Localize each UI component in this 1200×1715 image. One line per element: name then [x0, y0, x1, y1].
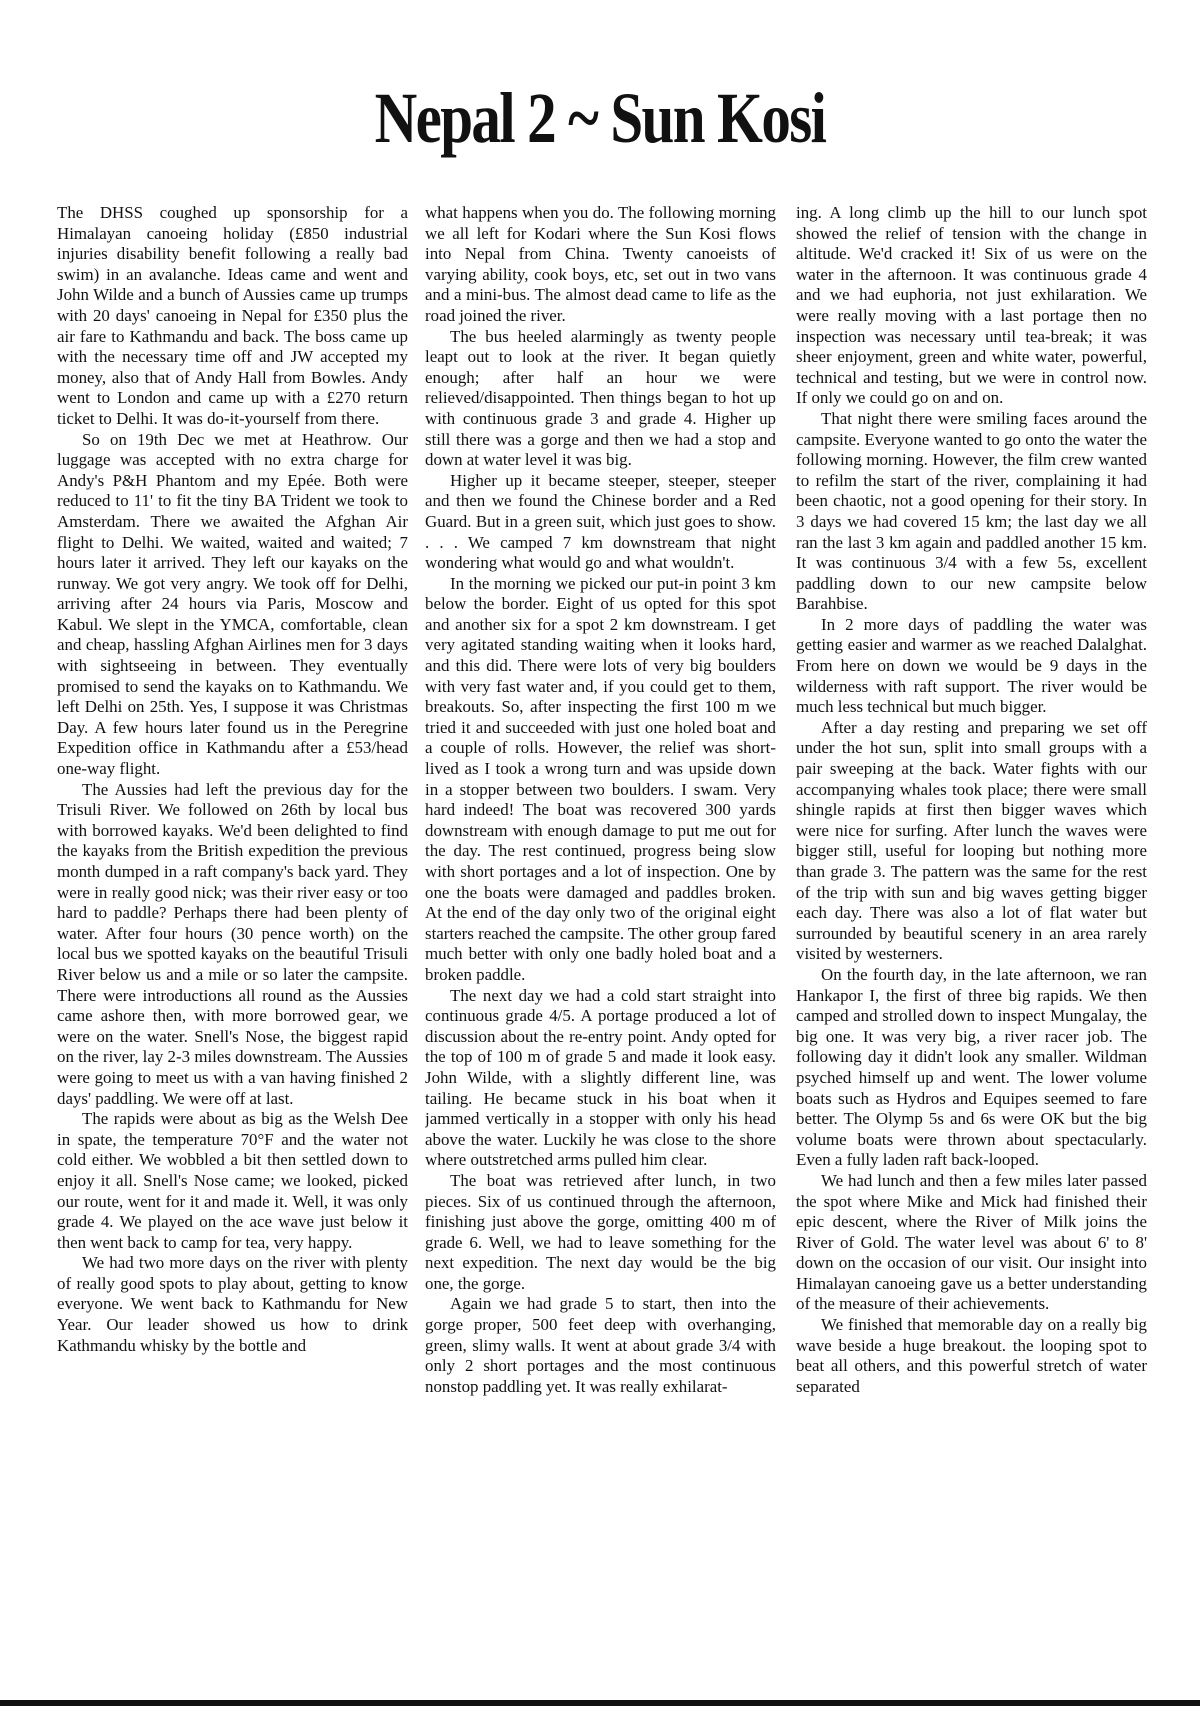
paragraph: The boat was retrieved after lunch, in two pieces. Six of us continued through the afternoon, finishing just above the gorge, omitting 400 m of grade 6. Well, we had to leave something for the next expedition. The next day would be the big one, the gorge. — [425, 1170, 776, 1293]
paragraph: We had two more days on the river with plenty of really good spots to play about, getting to know everyone. We went back to Kathmandu for New Year. Our leader showed us how to drink Kathmandu whisky by the bottle and — [57, 1253, 408, 1355]
paragraph: The next day we had a cold start straight into continuous grade 4/5. A portage produced a lot of discussion about the re-entry point. Andy opted for the top of 100 m of grade 5 and made it look easy. John Wilde, with a slightly different line, was tailing. He became stuck in his boat when it jammed vertically in a stopper with only his head above the water. Luckily he was close to the shore where outstretched arms pulled him clear. — [425, 985, 776, 1170]
paragraph: The DHSS coughed up sponsorship for a Himalayan canoeing holiday (£850 industrial injuries disability benefit following a really bad swim) in an avalanche. Ideas came and went and John Wilde and a bunch of Aussies came up trumps with 20 days' canoeing in Nepal for £350 plus the air fare to Kathmandu and back. The boss came up with the necessary time off and JW accepted my money, also that of Andy Hall from Bowles. Andy went to London and came up with a £270 return ticket to Delhi. It was do-it-yourself from there. — [57, 203, 408, 428]
paragraph: Higher up it became steeper, steeper, steeper and then we found the Chinese border and a Red Guard. But in a green suit, which just goes to show. . . . We camped 7 km downstream that night wondering what would go and what wouldn't. — [425, 470, 776, 573]
paragraph: The bus heeled alarmingly as twenty people leapt out to look at the river. It began quietly enough; after half an hour we were relieved/disappointed. Then things began to hot up with continuous grade 3 and grade 4. Higher up still there was a gorge and then we had a stop and down at water level it was big. — [425, 326, 776, 470]
paragraph: In the morning we picked our put-in point 3 km below the border. Eight of us opted for this spot and another six for a spot 2 km downstream. I get very agitated standing waiting when it looks hard, and this did. There were lots of very big boulders with very fast water and, if you could get to them, breakouts. So, after inspecting the first 100 m we tried it and succeeded with just one holed boat and a couple of rolls. However, the relief was short-lived as I took a wrong turn and was upside down in a stopper between two boulders. I swam. Very hard indeed! The boat was recovered 300 yards downstream with enough damage to put me out for the day. The rest continued, progress being slow with short portages and a lot of inspection. One by one the boats were damaged and paddles broken. At the end of the day only two of the original eight starters reached the campsite. The other group fared much better with only one badly holed boat and a broken paddle. — [425, 573, 776, 984]
paragraph: So on 19th Dec we met at Heathrow. Our luggage was accepted with no extra charge for Andy's P&H Phantom and my Epée. Both were reduced to 11' to fit the tiny BA Trident we took to Amsterdam. There we awaited the Afghan Air flight to Delhi. We waited, waited and waited; 7 hours later it arrived. They left our kayaks on the runway. We got very angry. We took off for Delhi, arriving after 24 hours via Paris, Moscow and Kabul. We slept in the YMCA, comfortable, clean and cheap, hassling Afghan Airlines men for 3 days with sightseeing in between. They eventually promised to send the kayaks on to Kathmandu. We left Delhi on 25th. Yes, I suppose it was Christmas Day. A few hours later found us in the Peregrine Expedition office in Kathmandu after a £53/head one-way flight. — [57, 429, 408, 779]
paragraph: We finished that memorable day on a really big wave beside a huge breakout. the looping spot to beat all others, and this powerful stretch of water separated — [796, 1315, 1147, 1396]
article-column-2 — [425, 203, 776, 1633]
paragraph: In 2 more days of paddling the water was getting easier and warmer as we reached Dalalghat. From here on down we would be 9 days in the wilderness with raft support. The river would be much less technical but much bigger. — [796, 614, 1147, 717]
article-column-1 — [57, 203, 408, 1633]
paragraph: We had lunch and then a few miles later passed the spot where Mike and Mick had finished their epic descent, where the River of Milk joins the River of Gold. The water level was about 6' to 8' down on the occasion of our visit. Our insight into Himalayan canoeing gave us a better understanding of the measure of their achievements. — [796, 1170, 1147, 1314]
paragraph: The rapids were about as big as the Welsh Dee in spate, the temperature 70°F and the water not cold either. We wobbled a bit then settled down to enjoy it all. Snell's Nose came; we looked, picked our route, went for it and made it. Well, it was only grade 4. We played on the ace wave just below it then went back to camp for tea, very happy. — [57, 1109, 408, 1252]
paragraph: The Aussies had left the previous day for the Trisuli River. We followed on 26th by local bus with borrowed kayaks. We'd been delighted to find the kayaks from the British expedition the previous month dumped in a raft company's back yard. They were in really good nick; was their river easy or too hard to paddle? Perhaps there had been plenty of water. After four hours (30 pence worth) on the local bus we spotted kayaks on the beautiful Trisuli River below us and a mile or so later the campsite. There were introductions all round as the Aussies came ashore then, with more borrowed gear, we were on the water. Snell's Nose, the biggest rapid on the river, lay 2-3 miles downstream. The Aussies were going to meet us with a van having finished 2 days' paddling. We were off at last. — [57, 779, 408, 1108]
paragraph: After a day resting and preparing we set off under the hot sun, split into small groups with a pair sweeping at the back. Water fights with our accompanying whales took place; there were small shingle rapids at first then bigger waves which were nice for surfing. After lunch the waves were bigger still, useful for looping but nothing more than grade 3. The pattern was the same for the rest of the trip with sun and big waves getting bigger each day. There was also a lot of flat water but surrounded by beautiful scenery in an area rarely visited by westerners. — [796, 717, 1147, 964]
article-column-3 — [796, 203, 1147, 1633]
bottom-rule — [0, 1700, 1200, 1706]
paragraph: On the fourth day, in the late afternoon, we ran Hankapor I, the first of three big rapids. We then camped and strolled down to inspect Mungalay, the big one. It was very big, a river racer job. The following day it didn't look any smaller. Wildman psyched himself up and went. The lower volume boats such as Hydros and Equipes seemed to fare better. The Olymp 5s and 6s were OK but the big volume boats were thrown about spectacularly. Even a fully laden raft back-looped. — [796, 964, 1147, 1170]
paragraph: what happens when you do. The following morning we all left for Kodari where the Sun Kosi flows into Nepal from China. Twenty canoeists of varying ability, cook boys, etc, set out in two vans and a mini-bus. The almost dead came to life as the road joined the river. — [425, 203, 776, 325]
paragraph: Again we had grade 5 to start, then into the gorge proper, 500 feet deep with overhanging, green, slimy walls. It went at about grade 3/4 with only 2 short portages and the most continuous nonstop paddling yet. It was really exhilarat- — [425, 1294, 776, 1396]
page-title: Nepal 2 ~ Sun Kosi — [374, 78, 826, 158]
paragraph: ing. A long climb up the hill to our lunch spot showed the relief of tension with the change in altitude. We'd cracked it! Six of us were on the water in the afternoon. It was continuous grade 4 and we had euphoria, not just exhilaration. We were really moving with a last portage then no inspection was necessary until tea-break; it was sheer enjoyment, green and white water, powerful, technical and testing, but we were in control now. If only we could go on and on. — [796, 203, 1147, 408]
paragraph: That night there were smiling faces around the campsite. Everyone wanted to go onto the water the following morning. However, the film crew wanted to refilm the start of the river, complaining it had been chaotic, not a good opening for their story. In 3 days we had covered 15 km; the last day we all ran the last 3 km again and paddled another 15 km. It was continuous 3/4 with a few 5s, excellent paddling down to our new campsite below Barahbise. — [796, 408, 1147, 614]
